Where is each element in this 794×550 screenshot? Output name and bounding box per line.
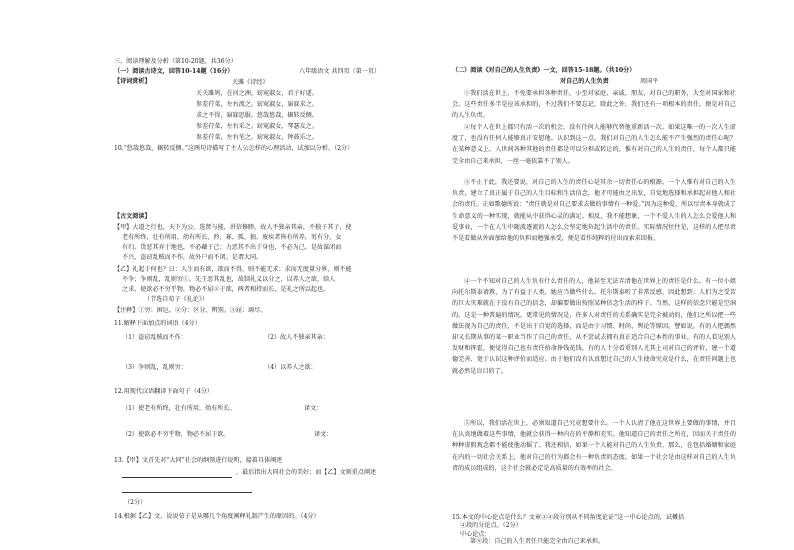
- passage-jia-line: 老有所终，壮有所用，幼有所长，矜、寡、孤、独、废疾者皆有所养，男有分，女: [122, 234, 342, 241]
- modern-heading: （二）阅读《对自己的人生负责》一文，回答15-18题。（共10分）: [452, 67, 636, 74]
- question-13-score: （2分）: [124, 499, 147, 506]
- passage-jia-line: 有归。货恶其弃于地也，不必藏于己；力恶其不出于身也，不必为己。是故谋闭而: [122, 244, 342, 251]
- right-column: [452, 0, 736, 550]
- article-paragraph: ①我们活在世上，不免要承担各种责任，小至对家庭、亲戚、朋友，对自己的职务，大至对国家和社会。这些责任多半是应该承担的，不过我们不要忘记，除此之外，我们还有一项根本的责任，便是对自己的人生负责。: [452, 90, 736, 120]
- question-13-line: 13.【甲】文首先对“大同”社会的纲领进行说明，接着具体阐述: [114, 457, 283, 464]
- article-paragraph: ②每个人在世上都只有活一次的机会，没有任何人能够代替他重新活一次。如果这唯一的一次人生虚度了，也没有任何人能够真正安慰他。认识到这一点，我们对自己的人生怎么能不产生强烈的责任心呢？在某种意义上，人世间各种其他的责任都是可以分担或转让的，惟有对自己的人生的责任，每个人都只能完全由自己来承担，一丝一毫依靠不了别人。: [452, 124, 736, 165]
- classical-label: 【古文阅读】: [114, 213, 151, 220]
- q11-item: （4）以养人之欲：: [264, 364, 317, 371]
- article-author: 周国平: [640, 78, 659, 85]
- question-10: 10.“悠哉悠哉，辗转反侧。”这两句诗描写了主人公怎样的心理活动，试加以分析。（2分）: [114, 145, 354, 152]
- passage-yi-line: 不争；争则乱，乱则穷①。先王恶其乱也，故制礼义以分之，以养人之欲，给人: [122, 276, 336, 283]
- q11-item: （2）故人不独亲其亲：: [264, 334, 329, 341]
- passage-jia-line: 【甲】大道之行也，天下为公。选贤与能，讲信修睦。故人不独亲其亲，不独子其子，使: [114, 224, 352, 231]
- para6-label: 第⑥段：自己的人生责任只能完全由自己来承担。: [470, 538, 605, 545]
- q12-item: （1）使老有所终，壮有所用，幼有所长。: [122, 405, 236, 412]
- answer-blank[interactable]: [122, 477, 232, 478]
- question-15-line: 15.本文的中心论点是什么？文章③④段分别从不同角度论证“这一中心论点的，试概括: [452, 514, 685, 521]
- left-column: [114, 0, 406, 550]
- q11-item: （3）争则乱，乱则穷：: [122, 364, 187, 371]
- poetry-label: 【诗词赏析】: [114, 78, 151, 85]
- q11-item: （1）盗窃乱贼而不作：: [122, 334, 187, 341]
- page-header: 八年级语文 共四页（第一页）: [299, 68, 381, 75]
- poem-line: 参差荇菜，左右采之。窈窕淑女，琴瑟友之。: [196, 123, 318, 130]
- question-12: 12.用现代汉语翻译下面句子（4分）: [114, 388, 213, 395]
- annotations: 【注释】①穷：困厄。②分：区分、辨别。③屈：竭尽。: [114, 307, 267, 314]
- passage-yi-line: 【乙】礼起于何也？曰：人生而有欲，欲而不得，则不能无求；求而无度量分界，则不能: [114, 266, 352, 273]
- poem-title: 关雎《诗经》: [232, 79, 269, 86]
- article-paragraph: ③不止于此，我还要说，对自己的人生的责任心是其余一切责任心的根源。一个人惟有对自己的人生负责，建立了真正属于自己的人生目标和生活信念，他才可能由之出发，自觉地选择和承担起对他人和社会的责任。正如歌德所说：“责任就是对自己要求去做的事情有一种爱。”因为这种爱，所以尽责本身就成了生命意义的一种实现，就能从中获得心灵的满足。相反，我不能想象，一个不爱人生的人怎么会爱他人和爱事业，一个在人生中随波逐流的人怎么会坚定地负起生活中的责任。实际情况往往是，这样的人把尽责不是看做从外面加给他的负担而勉强承受，便是看作纯粹的付出而索求回报。: [452, 179, 736, 243]
- article-paragraph: ④一个不知对自己的人生负有什么责任的人，他甚至无法弄清他在世界上的责任是什么。有一位小姐向托尔斯泰请教，为了有益于人类，她应当做些什么。托尔斯泰听了非常反感，因此想到：人们为之受苦的巨大灾难就在于没有自己的信念，却偏要做出按照某种信念生活的样子。当然，这样的信念只能是空洞的。这是一种普遍的情况。更常见的情况是，许多人对责任的关系确实是完全被动的，他们之所以把一些做法视为自己的责任，不是出于自觉的选择，而是由于习惯、时尚、舆论等原因。譬如说，有的人把偶然却又长期从事的某一职业当作了自己的责任，从不尝试去拥有真正适合自己本性的事业。有的人看见别人发财和挥霍，便觉得自己也有责任拚命挣钱花钱。有的人十分看重别人尤其上司对自己的评价，建一个道德完善、宽于认识这种评价而适应。由于他们没有认真想过自己的人生使命究竟是什么，在责任问题上也就必然是盲目的了。: [452, 278, 736, 375]
- passage-source: （节选自荀子《礼论》）: [144, 296, 208, 303]
- question-13-line: ，最后指出大同社会的美好；而【乙】文则重点阐述: [236, 469, 377, 476]
- article-title: 对自己的人生负责: [560, 78, 609, 85]
- q12-item: （2）使欲必不穷乎物，物必不屈于欲。: [122, 431, 230, 438]
- question-14: 14.根据【乙】文，说说荀子是从哪几个角度阐释礼制产生的原因的。（4分）: [114, 513, 320, 520]
- center-label: 中心论点：: [460, 531, 491, 538]
- article-paragraph: ⑤所以，我们活在世上，必须知道自己究竟想要什么。一个人认清了他在这世界上要做的事情，并且在认真地做着这些事情，他就会获得一种内在的平静和充实。他知道自己的责任之所在，因而关于责任的种种虚假观念都不能使他动摇了。我还相信，如果一个人能对自己的人生负责，那么，在包括婚姻和家庭在内的一切社会关系上，他对自己的行为都会有一种负责的态度。如果一个社会是由这样对自己的人生负责的成员组成的，这个社会就必定是高质量的有效率的社会。: [452, 420, 736, 472]
- translation-label: 译文：: [304, 405, 323, 412]
- answer-blank[interactable]: [122, 492, 252, 493]
- section-heading: 三、阅读理解及分析（第10-20题，共36分）: [114, 58, 237, 65]
- passage-yi-line: 之求，使欲必不穷乎物，物必不屈②于欲，两者相持而长，是礼之所以起也。: [122, 286, 330, 293]
- poetry-heading: （一）阅读古诗文，回答10-14题（16分）: [114, 68, 234, 75]
- poem-line: 求之不得，寤寐思服。悠哉悠哉，辗转反侧。: [196, 112, 318, 119]
- translation-label: 译文：: [314, 431, 333, 438]
- passage-jia-line: 不兴，盗窃乱贼而不作，故外户而不闭。是谓大同。: [122, 254, 263, 261]
- question-15-line: ④段的分论点。（2分）: [460, 522, 522, 529]
- poem-line: 参差荇菜，左右流之。窈窕淑女，寤寐求之。: [196, 101, 318, 108]
- poem-line: 关关雎鸠，在河之洲。窈窕淑女，君子好逑。: [196, 90, 318, 97]
- poem-line: 参差荇菜，左右芼之。窈窕淑女，钟鼓乐之。: [196, 134, 318, 141]
- question-11: 11.解释下面加点的词语（4分）: [114, 320, 201, 327]
